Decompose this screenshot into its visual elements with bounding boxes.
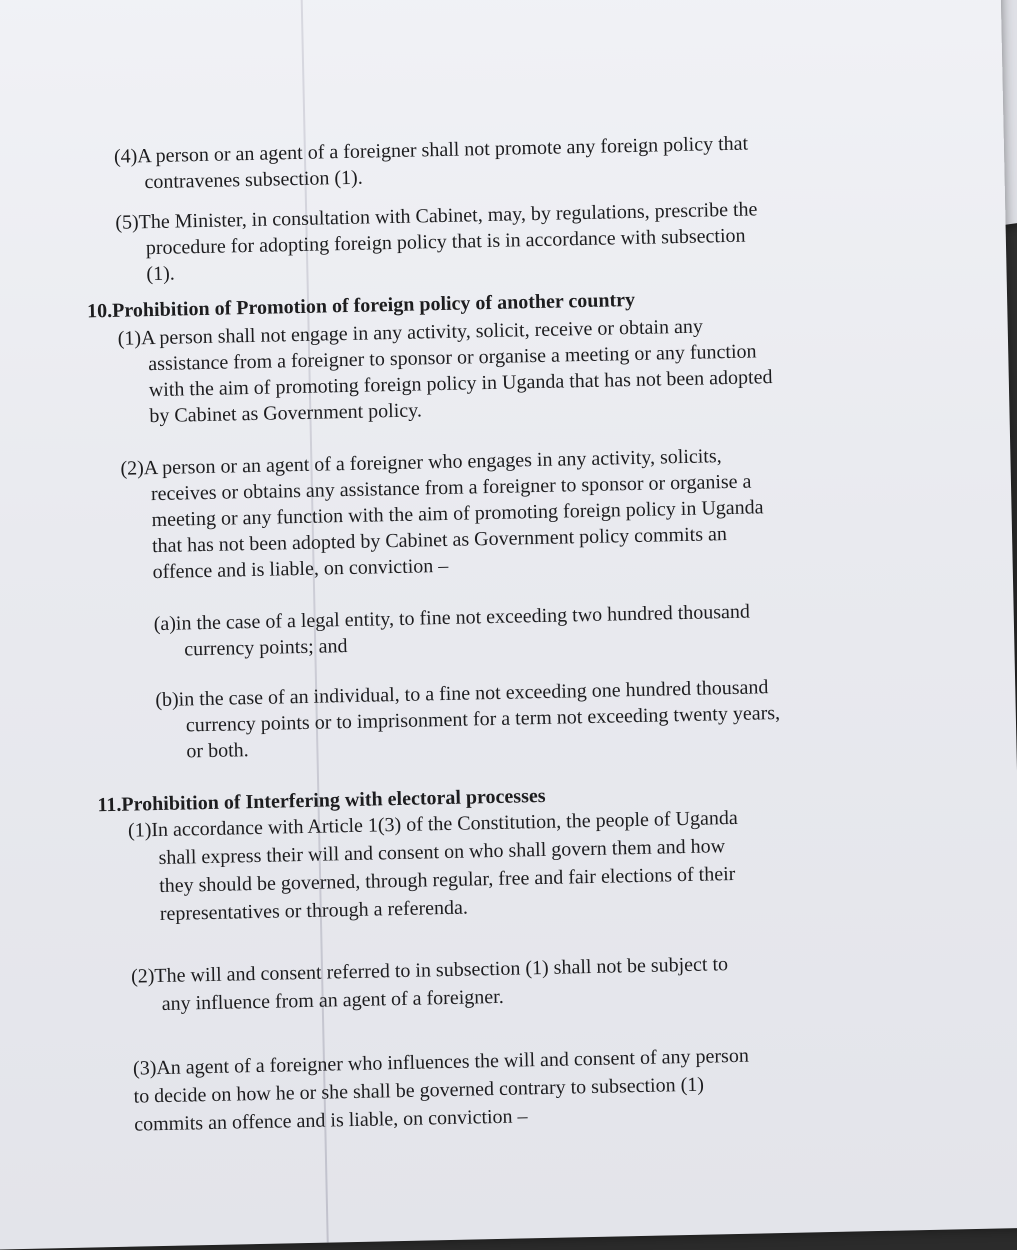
section-9-4-line-1: (4)A person or an agent of a foreigner shall not promote any foreign policy that bbox=[113, 132, 749, 168]
section-10-1-line-2: assistance from a foreigner to sponsor or organise a meeting or any function bbox=[148, 340, 757, 376]
section-10-heading: 10.Prohibition of Promotion of foreign policy of another country bbox=[86, 288, 636, 323]
section-11-3-line-3: commits an offence and is liable, on conviction – bbox=[133, 1105, 528, 1136]
section-11-2-line-2: any influence from an agent of a foreigner. bbox=[161, 985, 504, 1016]
section-11-3-line-2: to decide on how he or she shall be governed contrary to subsection (1) bbox=[133, 1073, 705, 1108]
section-10-2-line-2: receives or obtains any assistance from a foreigner to sponsor or organise a bbox=[150, 470, 752, 506]
section-11-1-line-4: representatives or through a referenda. bbox=[159, 896, 469, 926]
section-10-1-line-4: by Cabinet as Government policy. bbox=[149, 399, 423, 428]
section-11-heading: 11.Prohibition of Interfering with electoral processes bbox=[97, 784, 546, 817]
section-10-2-b-line-3: or both. bbox=[186, 739, 249, 763]
section-11-3-line-1: (3)An agent of a foreigner who influences the will and consent of any person bbox=[132, 1044, 750, 1080]
section-11-1-line-2: shall express their will and consent on who shall govern them and how bbox=[158, 835, 726, 870]
section-9-4-line-2: contravenes subsection (1). bbox=[144, 166, 363, 194]
section-10-1-line-1: (1)A person shall not engage in any activity, solicit, receive or obtain any bbox=[117, 315, 704, 350]
section-10-2-a-line-1: (a)in the case of a legal entity, to fine not exceeding two hundred thousand bbox=[153, 600, 751, 636]
section-9-5-line-3: (1). bbox=[146, 262, 175, 286]
section-10-2-b-line-2: currency points or to imprisonment for a term not exceeding twenty years, bbox=[185, 701, 781, 737]
section-11-1-line-1: (1)In accordance with Article 1(3) of the Constitution, the people of Uganda bbox=[127, 806, 738, 842]
section-10-2-a-line-2: currency points; and bbox=[184, 635, 348, 661]
section-11-2-line-1: (2)The will and consent referred to in subsection (1) shall not be subject to bbox=[130, 953, 729, 988]
section-10-2-b-line-1: (b)in the case of an individual, to a fine not exceeding one hundred thousand bbox=[155, 676, 769, 712]
section-10-2-line-5: offence and is liable, on conviction – bbox=[152, 554, 449, 584]
section-9-5-line-2: procedure for adopting foreign policy that is in accordance with subsection bbox=[145, 224, 746, 260]
section-9-5-line-1: (5)The Minister, in consultation with Cabinet, may, by regulations, prescribe the bbox=[115, 198, 758, 234]
section-10-2-line-3: meeting or any function with the aim of promoting foreign policy in Uganda bbox=[151, 496, 764, 532]
section-11-1-line-3: they should be governed, through regular, free and fair elections of their bbox=[158, 862, 736, 898]
section-10-2-line-1: (2)A person or an agent of a foreigner who engages in any activity, solicits, bbox=[120, 445, 722, 480]
section-10-2-line-4: that has not been adopted by Cabinet as Government policy commits an bbox=[151, 523, 728, 558]
section-10-1-line-3: with the aim of promoting foreign policy in Uganda that has not been adopted bbox=[148, 366, 773, 402]
